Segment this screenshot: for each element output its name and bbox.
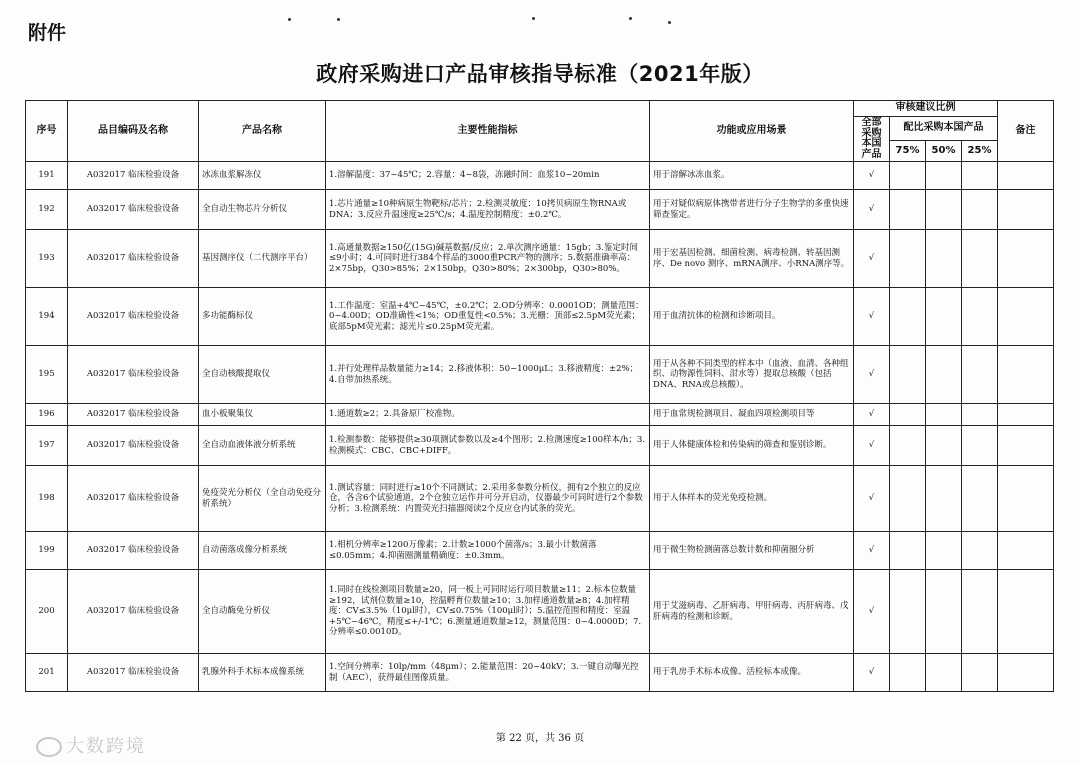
row-remarks (998, 466, 1054, 532)
row-ratio-75 (890, 404, 926, 426)
row-catalog-code: A032017 临床检验设备 (68, 190, 199, 230)
row-function: 用于微生物检测菌落总数计数和抑菌圈分析 (650, 532, 854, 570)
row-function: 用于对疑似病原体携带者进行分子生物学的多重快速筛查鉴定。 (650, 190, 854, 230)
scan-dot (337, 18, 340, 21)
row-catalog-code: A032017 临床检验设备 (68, 426, 199, 466)
scan-dot (288, 18, 291, 21)
header-ratio-25: 25% (962, 141, 998, 162)
page-title: 政府采购进口产品审核指导标准（2021年版） (316, 62, 764, 86)
row-ratio-75 (890, 346, 926, 404)
row-remarks (998, 654, 1054, 692)
row-function: 用于血常规检测项目、凝血四项检测项目等 (650, 404, 854, 426)
row-product-name: 全自动酶免分析仪 (199, 570, 326, 654)
header-function: 功能或应用场景 (650, 101, 854, 162)
row-catalog-code: A032017 临床检验设备 (68, 654, 199, 692)
row-all-domestic-mark: √ (854, 288, 890, 346)
header-remarks: 备注 (998, 101, 1054, 162)
header-ratio-50: 50% (926, 141, 962, 162)
row-catalog-code: A032017 临床检验设备 (68, 404, 199, 426)
row-catalog-code: A032017 临床检验设备 (68, 346, 199, 404)
row-all-domestic-mark: √ (854, 230, 890, 288)
row-product-name: 血小板聚集仪 (199, 404, 326, 426)
row-all-domestic-mark: √ (854, 404, 890, 426)
row-remarks (998, 570, 1054, 654)
row-specs: 1.通道数≥2；2.具备原厂校准物。 (326, 404, 650, 426)
row-ratio-25 (962, 570, 998, 654)
table-row (26, 404, 1054, 426)
row-all-domestic-mark: √ (854, 426, 890, 466)
row-ratio-25 (962, 162, 998, 190)
row-remarks (998, 426, 1054, 466)
scan-dot (668, 21, 671, 24)
row-remarks (998, 532, 1054, 570)
row-product-name: 全自动核酸提取仪 (199, 346, 326, 404)
row-seq: 200 (26, 570, 68, 654)
row-ratio-50 (926, 570, 962, 654)
row-all-domestic-mark: √ (854, 654, 890, 692)
row-catalog-code: A032017 临床检验设备 (68, 162, 199, 190)
row-remarks (998, 404, 1054, 426)
row-ratio-75 (890, 570, 926, 654)
row-seq: 191 (26, 162, 68, 190)
row-ratio-25 (962, 404, 998, 426)
header-catalog: 品目编码及名称 (68, 101, 199, 162)
row-function: 用于人体样本的荧光免疫检测。 (650, 466, 854, 532)
row-specs: 1.测试容量：同时进行≥10个不同测试；2.采用多参数分析仪，拥有2个独立的反应仓，各含6个试验通道，2个仓独立运作并可分开启动，仪器最少可同时进行2个参数分析；3.检测系统：内置荧光扫描器阅读2个反应仓内试条的荧光。 (326, 466, 650, 532)
row-specs: 1.检测参数：能够提供≥30项测试参数以及≥4个图形；2.检测速度≥100样本/h；3.检测模式：CBC、CBC+DIFF。 (326, 426, 650, 466)
row-catalog-code: A032017 临床检验设备 (68, 532, 199, 570)
row-ratio-75 (890, 288, 926, 346)
row-ratio-50 (926, 404, 962, 426)
row-product-name: 免疫荧光分析仪（全自动免疫分析系统） (199, 466, 326, 532)
row-all-domestic-mark: √ (854, 466, 890, 532)
row-ratio-25 (962, 466, 998, 532)
row-ratio-50 (926, 190, 962, 230)
header-all-domestic: 全部采购本国产品 (854, 117, 890, 162)
row-seq: 197 (26, 426, 68, 466)
scan-dot (532, 17, 535, 20)
row-ratio-75 (890, 532, 926, 570)
row-remarks (998, 230, 1054, 288)
row-function: 用于从各种不同类型的样本中（血液、血清、各种组织、动物源性饲料、泔水等）提取总核酸（包括DNA、RNA或总核酸）。 (650, 346, 854, 404)
row-ratio-25 (962, 654, 998, 692)
row-ratio-75 (890, 426, 926, 466)
row-catalog-code: A032017 临床检验设备 (68, 466, 199, 532)
row-catalog-code: A032017 临床检验设备 (68, 230, 199, 288)
table-row (26, 570, 1054, 654)
row-ratio-25 (962, 190, 998, 230)
row-ratio-50 (926, 426, 962, 466)
row-all-domestic-mark: √ (854, 346, 890, 404)
table-row (26, 532, 1054, 570)
row-product-name: 冰冻血浆解冻仪 (199, 162, 326, 190)
row-seq: 198 (26, 466, 68, 532)
row-product-name: 全自动生物芯片分析仪 (199, 190, 326, 230)
row-ratio-50 (926, 466, 962, 532)
row-remarks (998, 288, 1054, 346)
table-row (26, 162, 1054, 190)
row-specs: 1.同时在线检测项目数量≥20，同一板上可同时运行项目数量≥11；2.标本位数量≥192，试剂位数量≥10，控温孵育位数量≥10；3.加样通道数量≥8；4.加样精度：CV≤3.5%（10μl时），CV≤0.75%（100μl时）；5.温控范围和精度：室温+5℃~46℃，精度≤+/-1℃；6.测量通道数量≥12，测量范围：0~4.0000D；7.分辨率≤0.0010D。 (326, 570, 650, 654)
scan-dot (629, 17, 632, 20)
row-seq: 193 (26, 230, 68, 288)
row-ratio-75 (890, 190, 926, 230)
attachment-label: 附件 (28, 22, 67, 44)
watermark-logo-icon (36, 737, 62, 757)
row-ratio-25 (962, 230, 998, 288)
row-specs: 1.相机分辨率≥1200万像素；2.计数≥1000个菌落/s；3.最小计数菌落≤0.05mm；4.抑菌圈测量精确度：±0.3mm。 (326, 532, 650, 570)
table-row (26, 466, 1054, 532)
row-product-name: 乳腺外科手术标本成像系统 (199, 654, 326, 692)
watermark-text: 大数跨境 (66, 736, 146, 757)
row-remarks (998, 346, 1054, 404)
row-seq: 195 (26, 346, 68, 404)
row-ratio-75 (890, 466, 926, 532)
row-remarks (998, 190, 1054, 230)
header-product: 产品名称 (199, 101, 326, 162)
table-row (26, 190, 1054, 230)
row-function: 用于乳房手术标本成像、活检标本成像。 (650, 654, 854, 692)
row-all-domestic-mark: √ (854, 570, 890, 654)
row-seq: 199 (26, 532, 68, 570)
row-all-domestic-mark: √ (854, 532, 890, 570)
table-row (26, 346, 1054, 404)
table-row (26, 230, 1054, 288)
row-function: 用于艾滋病毒、乙肝病毒、甲肝病毒、丙肝病毒、戊肝病毒的检测和诊断。 (650, 570, 854, 654)
row-product-name: 自动菌落成像分析系统 (199, 532, 326, 570)
row-seq: 196 (26, 404, 68, 426)
row-all-domestic-mark: √ (854, 190, 890, 230)
row-ratio-50 (926, 230, 962, 288)
row-catalog-code: A032017 临床检验设备 (68, 570, 199, 654)
row-product-name: 基因测序仪（二代测序平台） (199, 230, 326, 288)
row-specs: 1.空间分辨率：10lp/mm（48μm）；2.能量范围：20~40kV；3.一键自动曝光控制（AEC），获得最佳图像质量。 (326, 654, 650, 692)
table-row (26, 426, 1054, 466)
row-ratio-75 (890, 230, 926, 288)
row-ratio-75 (890, 162, 926, 190)
row-ratio-75 (890, 654, 926, 692)
header-specs: 主要性能指标 (326, 101, 650, 162)
row-catalog-code: A032017 临床检验设备 (68, 288, 199, 346)
row-ratio-25 (962, 288, 998, 346)
row-ratio-25 (962, 532, 998, 570)
row-specs: 1.芯片通量≥10种病原生物靶标/芯片；2.检测灵敏度：10拷贝病原生物RNA或DNA；3.反应升温速度≥25℃/s；4.温度控制精度：±0.2℃。 (326, 190, 650, 230)
row-specs: 1.高通量数据≥150亿(15G)碱基数据/反应；2.单次测序通量：15gb；3.鉴定时间≤9小时；4.可同时进行384个样品的3000重PCR产物的测序；5.数据准确率高：2×75bp，Q30>85%；2×150bp，Q30>80%；2×300bp，Q30>80%。 (326, 230, 650, 288)
row-specs: 1.溶解温度：37~45℃；2.容量：4~8袋，冻融时间：血浆10~20min (326, 162, 650, 190)
row-function: 用于溶解冰冻血浆。 (650, 162, 854, 190)
header-partial-domestic: 配比采购本国产品 (890, 117, 998, 141)
row-remarks (998, 162, 1054, 190)
product-standards-table (25, 100, 1054, 692)
header-ratio-group: 审核建议比例 (854, 101, 998, 117)
watermark (36, 732, 146, 758)
row-ratio-50 (926, 654, 962, 692)
page-number: 第 22 页，共 36 页 (495, 733, 585, 744)
row-ratio-50 (926, 162, 962, 190)
header-seq: 序号 (26, 101, 68, 162)
row-seq: 201 (26, 654, 68, 692)
row-product-name: 全自动血液体液分析系统 (199, 426, 326, 466)
row-ratio-50 (926, 346, 962, 404)
row-product-name: 多功能酶标仪 (199, 288, 326, 346)
row-ratio-50 (926, 532, 962, 570)
row-seq: 194 (26, 288, 68, 346)
header-ratio-75: 75% (890, 141, 926, 162)
row-all-domestic-mark: √ (854, 162, 890, 190)
row-function: 用于宏基因检测、细菌检测、病毒检测、转基因测序、De novo 测序、mRNA测序、小RNA测序等。 (650, 230, 854, 288)
row-function: 用于人体健康体检和传染病的筛查和鉴别诊断。 (650, 426, 854, 466)
row-specs: 1.并行处理样品数量能力≥14；2.移液体积：50~1000μL；3.移液精度：±2%；4.自带加热系统。 (326, 346, 650, 404)
row-seq: 192 (26, 190, 68, 230)
table-row (26, 654, 1054, 692)
row-ratio-25 (962, 346, 998, 404)
row-ratio-25 (962, 426, 998, 466)
row-function: 用于血清抗体的检测和诊断项目。 (650, 288, 854, 346)
table-row (26, 288, 1054, 346)
row-ratio-50 (926, 288, 962, 346)
row-specs: 1.工作温度：室温+4℃~45℃，±0.2℃；2.OD分辨率：0.0001OD；测量范围：0~4.00D；OD准确性<1%；OD重复性<0.5%；3.光栅：顶部≤2.5pM荧光素；底部5pM荧光素；滤光片≤0.25pM荧光素。 (326, 288, 650, 346)
